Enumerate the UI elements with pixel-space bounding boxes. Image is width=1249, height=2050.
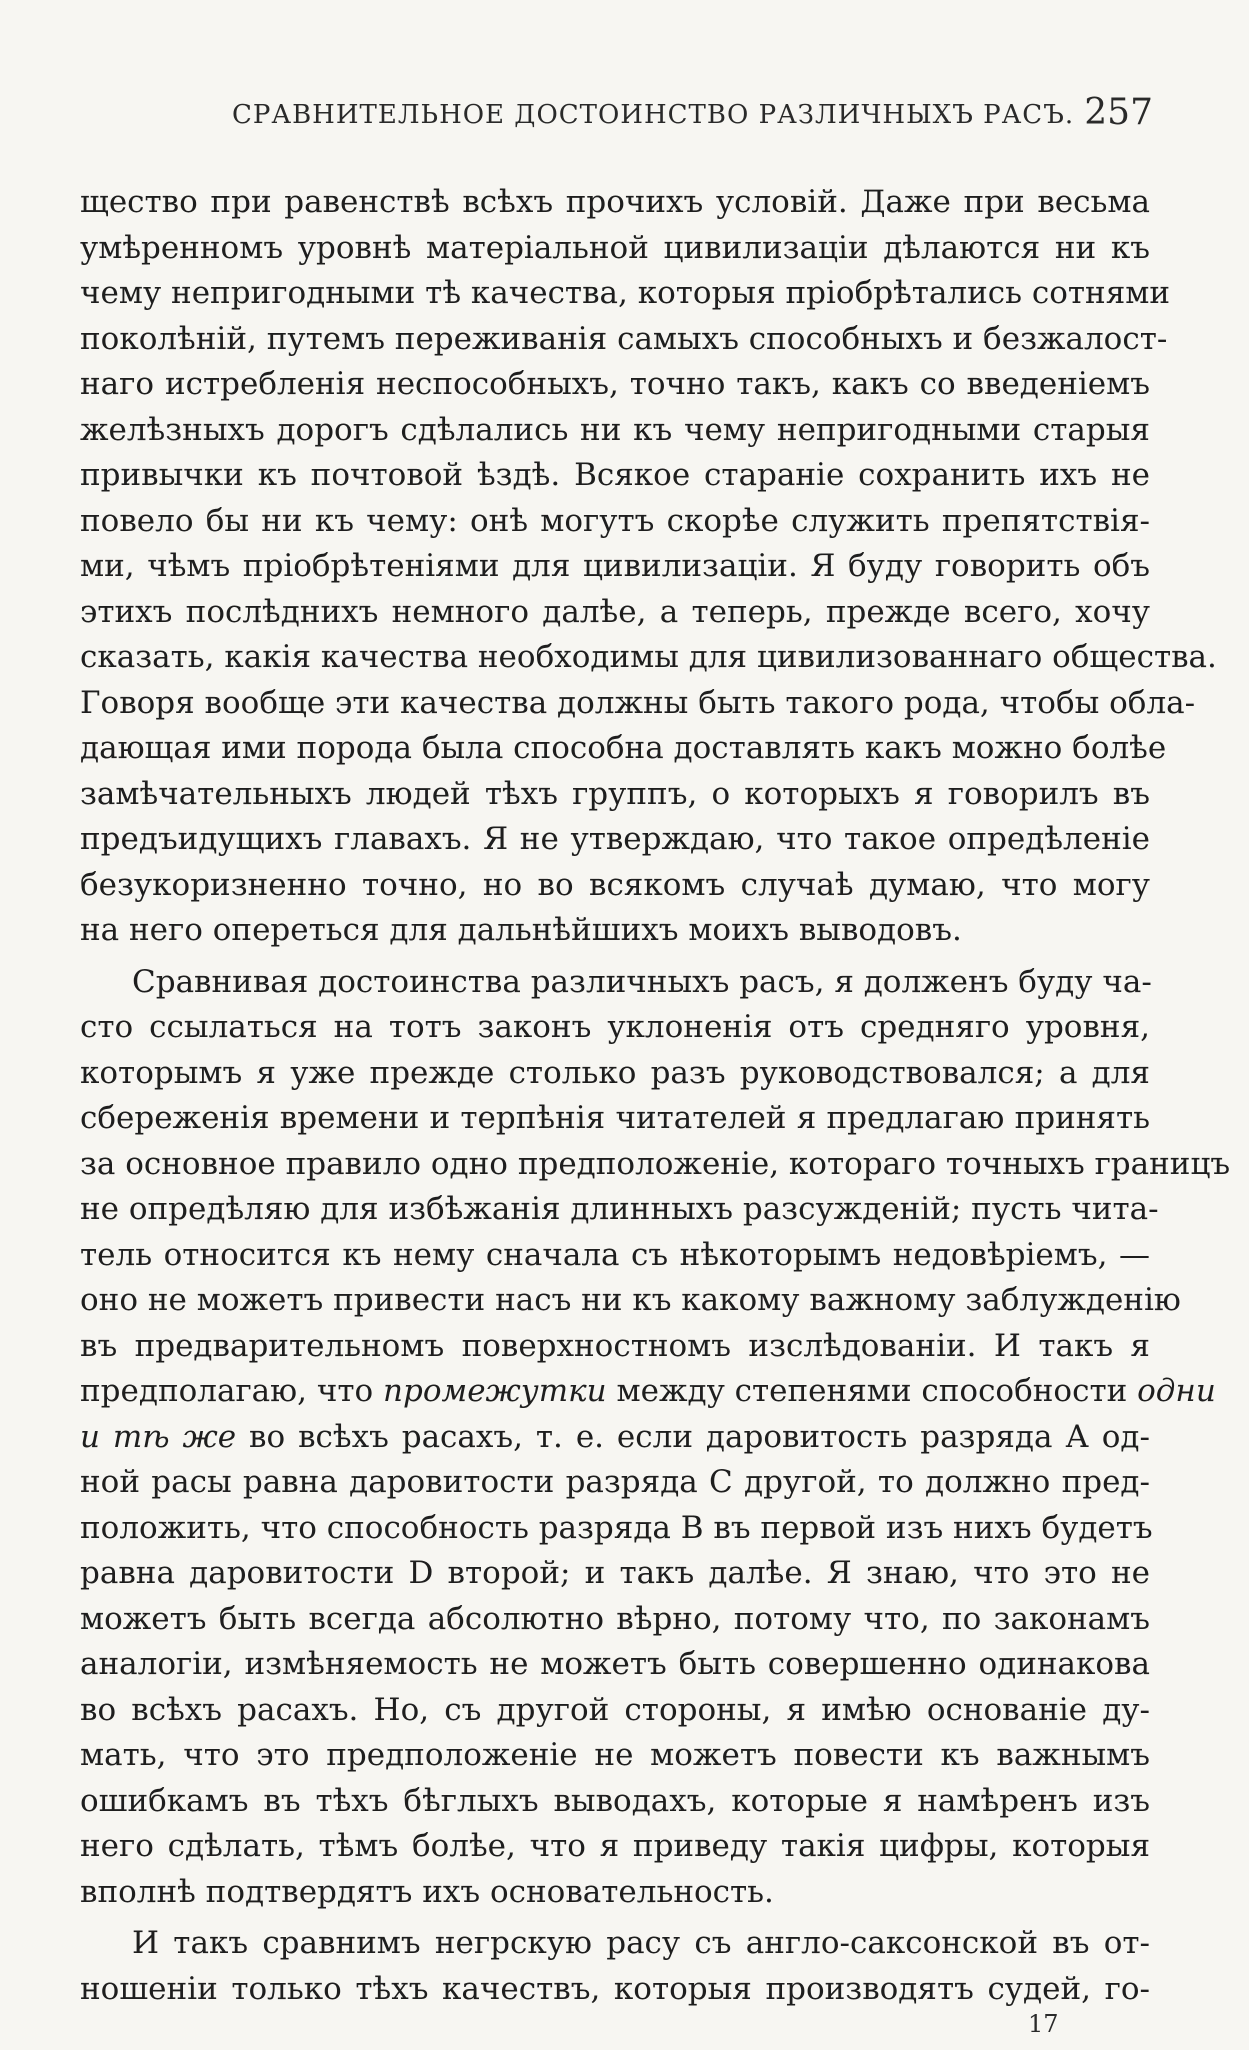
text-line: вполнѣ подтвердятъ ихъ основательность. <box>80 1873 774 1910</box>
text-line-emphasis <box>80 1415 1150 1461</box>
text-line: ми, чѣмъ пріобрѣтеніями для цивилизаціи. Я буду говорить объ <box>80 548 1150 584</box>
text-line: сбереженія времени и терпѣнія читателей я предлагаю принять <box>80 1100 1150 1136</box>
body-text <box>80 180 1231 2012</box>
italic-run: и тѣ же <box>80 1418 237 1455</box>
text-line: щество при равенствѣ всѣхъ прочихъ условій. Даже при весьма <box>80 184 1150 220</box>
text-line: во всѣхъ расахъ. Но, съ другой стороны, я имѣю основаніе ду- <box>80 1691 1150 1728</box>
text-line: ношеніи только тѣхъ качествъ, которыя производятъ судей, го- <box>80 1970 1150 2007</box>
text-line: ной расы равна даровитости разряда С другой, то должно пред- <box>80 1464 1150 1500</box>
paragraph-3 <box>80 1921 1150 2012</box>
paragraph-2 <box>80 960 1231 1916</box>
text-line: дающая ими порода была способна доставлять какъ можно болѣе <box>80 730 1167 766</box>
text-line: этихъ послѣднихъ немного далѣе, а теперь, прежде всего, хочу <box>80 593 1150 630</box>
text-line: равна даровитости D второй; и такъ далѣе. Я знаю, что это не <box>80 1555 1150 1591</box>
text-line: положить, что способность разряда В въ первой изъ нихъ будетъ <box>80 1509 1153 1546</box>
signature-mark: 17 <box>1028 2010 1059 2038</box>
text-line: аналогіи, измѣняемость не можетъ быть совершенно одинакова <box>80 1646 1150 1682</box>
text-line: оно не можетъ привести насъ ни къ какому важному заблужденію <box>80 1282 1181 1318</box>
text-line: повело бы ни къ чему: онѣ могутъ скорѣе служить препятствія- <box>80 502 1150 539</box>
text-line: мать, что это предположеніе не можетъ повести къ важнымъ <box>80 1737 1150 1773</box>
text-line: безукоризненно точно, но во всякомъ случаѣ думаю, что могу <box>80 866 1150 903</box>
running-title: СРАВНИТЕЛЬНОЕ ДОСТОИНСТВО РАЗЛИЧНЫХЪ РАСЪ. <box>232 100 1075 130</box>
text-line: сказать, какія качества необходимы для цивилизованнаго общества. <box>80 639 1217 675</box>
text-run: предполагаю, что <box>80 1373 384 1409</box>
paragraph-1 <box>80 180 1217 954</box>
italic-run: промежутки <box>383 1373 607 1409</box>
text-line: Говоря вообще эти качества должны быть такого рода, чтобы обла- <box>80 684 1196 721</box>
text-line: въ предварительномъ поверхностномъ изслѣдованіи. И такъ я <box>80 1327 1150 1364</box>
text-line-emphasis <box>80 1369 1216 1415</box>
text-line: можетъ быть всегда абсолютно вѣрно, потому что, по законамъ <box>80 1600 1150 1637</box>
text-line: сто ссылаться на тотъ законъ уклоненія отъ средняго уровня, <box>80 1009 1150 1045</box>
text-run: между степенями способности <box>606 1373 1138 1409</box>
text-line: за основное правило одно предположеніе, котораго точныхъ границъ <box>80 1145 1231 1182</box>
text-line: привычки къ почтовой ѣздѣ. Всякое стараніе сохранить ихъ не <box>80 457 1150 493</box>
page-number: 257 <box>1084 92 1153 133</box>
text-line: не опредѣляю для избѣжанія длинныхъ разсужденій; пусть чита- <box>80 1191 1159 1227</box>
text-line: замѣчательныхъ людей тѣхъ группъ, о которыхъ я говорилъ въ <box>80 775 1150 812</box>
text-line: Сравнивая достоинства различныхъ расъ, я долженъ буду ча- <box>132 963 1152 1000</box>
text-line: него сдѣлать, тѣмъ болѣе, что я приведу такія цифры, которыя <box>80 1828 1150 1864</box>
text-line: желѣзныхъ дорогъ сдѣлались ни къ чему непригодными старыя <box>80 411 1150 448</box>
text-line: на него опереться для дальнѣйшихъ моихъ выводовъ. <box>80 912 962 948</box>
text-run: во всѣхъ расахъ, т. е. если даровитость разряда А од- <box>236 1418 1150 1455</box>
text-line: поколѣній, путемъ переживанія самыхъ способныхъ и безжалост- <box>80 320 1168 357</box>
italic-run: одни <box>1137 1373 1216 1409</box>
text-line: ошибкамъ въ тѣхъ бѣглыхъ выводахъ, которые я намѣренъ изъ <box>80 1782 1150 1819</box>
text-line: И такъ сравнимъ негрскую расу съ англо-саксонской въ от- <box>132 1925 1150 1961</box>
text-line: чему непригодными тѣ качества, которыя пріобрѣтались сотнями <box>80 275 1171 311</box>
text-line: которымъ я уже прежде столько разъ руководствовался; а для <box>80 1054 1150 1091</box>
text-line: наго истребленія неспособныхъ, точно такъ, какъ со введеніемъ <box>80 366 1150 402</box>
text-line: тель относится къ нему сначала съ нѣкоторымъ недовѣріемъ, — <box>80 1236 1150 1273</box>
text-line: умѣренномъ уровнѣ матеріальной цивилизаціи дѣлаются ни къ <box>80 229 1150 266</box>
text-line: предъидущихъ главахъ. Я не утверждаю, что такое опредѣленіе <box>80 821 1150 857</box>
